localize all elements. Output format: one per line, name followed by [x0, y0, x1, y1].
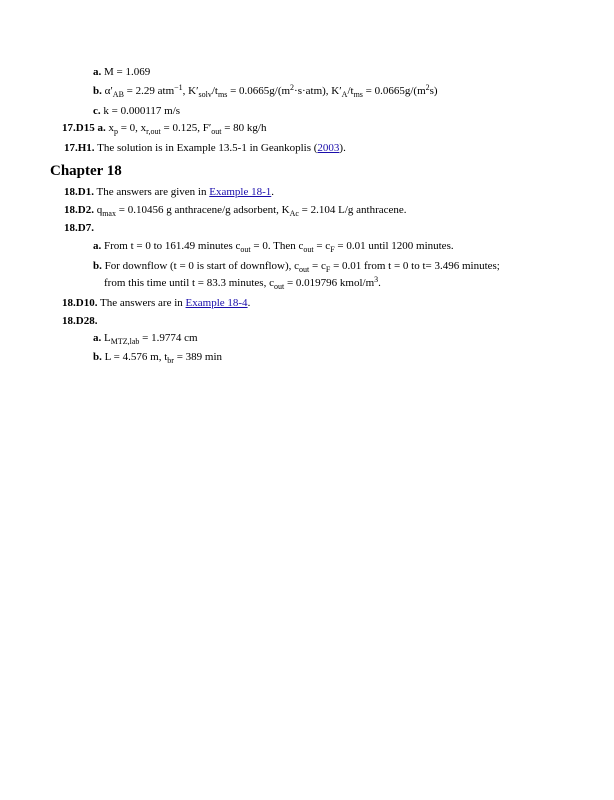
item-label: a. — [93, 66, 102, 78]
answer-text: ). — [339, 142, 346, 154]
answer-text: The solution is in Example 13.5-1 in Geankoplis ( — [97, 142, 318, 154]
answer-text: s) — [429, 85, 438, 97]
answer-text: = 0.019796 kmol/m — [284, 277, 375, 289]
problem-17h1 — [64, 141, 346, 155]
problem-18d2 — [64, 203, 407, 217]
subscript: A — [341, 90, 348, 99]
answer-text: x — [108, 122, 114, 134]
problem-18d7-a — [93, 239, 454, 253]
answer-text: L — [104, 332, 111, 344]
answer-text: = 0. Then c — [250, 240, 304, 252]
citation-link[interactable]: 2003 — [317, 142, 340, 154]
answer-text: . — [378, 277, 381, 289]
problem-18d10 — [62, 296, 250, 310]
item-label: b. — [93, 85, 102, 97]
answer-a-mass — [93, 65, 150, 79]
subscript: out — [211, 127, 222, 136]
answer-text: = 2.104 L/g anthracene. — [298, 204, 407, 216]
alpha-symbol: α′ — [104, 85, 113, 97]
answer-text: = c — [309, 260, 326, 272]
problem-17d15 — [62, 121, 266, 135]
example-link[interactable]: Example 18-4 — [185, 297, 248, 309]
item-label: a. — [93, 332, 102, 344]
subscript: out — [240, 245, 251, 254]
item-label: b. — [93, 351, 102, 363]
answer-text: , K′ — [182, 85, 199, 97]
problem-18d7-b — [93, 259, 500, 273]
answer-text: = 80 kg/h — [221, 122, 267, 134]
subscript: p — [113, 127, 118, 136]
item-label: a. — [93, 240, 102, 252]
subscript: out — [273, 282, 285, 291]
answer-text: = 1.9774 cm — [139, 332, 198, 344]
subscript: out — [299, 265, 310, 274]
problem-18d7-b-continued — [104, 276, 381, 290]
chapter-heading: Chapter 18 — [50, 163, 122, 179]
problem-18d1 — [64, 185, 274, 199]
answer-text: k = 0.000117 m/s — [103, 105, 181, 117]
problem-18d28-a — [93, 331, 198, 345]
item-label: a. — [97, 122, 106, 134]
subscript: AB — [112, 90, 124, 99]
answer-b-alpha — [93, 84, 438, 98]
problem-number: 17.H1. — [64, 142, 95, 154]
superscript: −1 — [174, 83, 183, 92]
subscript: out — [303, 245, 314, 254]
subscript: br — [167, 356, 174, 365]
answer-text: = c — [313, 240, 331, 252]
answer-text: The answers are in — [100, 297, 186, 309]
answer-text: = 0.0665g/(m — [227, 85, 291, 97]
subscript: Ac — [289, 209, 299, 218]
answer-text: = 0.01 from t = 0 to t= 3.496 minutes; — [330, 260, 500, 272]
subscript: ms — [217, 90, 228, 99]
answer-text: = 0.01 until 1200 minutes. — [334, 240, 454, 252]
problem-18d28-b — [93, 350, 222, 364]
answer-text: /t — [347, 85, 354, 97]
problem-number: 18.D7. — [64, 222, 94, 234]
example-link[interactable]: Example 18-1 — [209, 186, 272, 198]
answer-text: M = 1.069 — [104, 66, 151, 78]
item-label: b. — [93, 260, 102, 272]
answer-text: = 2.29 atm — [123, 85, 175, 97]
subscript: F — [330, 245, 335, 254]
answer-text: The answers are given in — [96, 186, 210, 198]
answer-text: /t — [211, 85, 218, 97]
subscript: max — [102, 209, 116, 218]
problem-number: 18.D28. — [62, 315, 98, 327]
answer-text: L = 4.576 m, t — [104, 351, 168, 363]
problem-number: 17.D15 — [62, 122, 95, 134]
subscript: solv — [198, 90, 212, 99]
subscript: MTZ,lab — [110, 337, 140, 346]
superscript: 2 — [425, 83, 430, 92]
answer-text: For downflow (t = 0 is start of downflow), c — [104, 260, 300, 272]
item-label: c. — [93, 105, 101, 117]
problem-number: 18.D1. — [64, 186, 94, 198]
subscript: ms — [353, 90, 363, 99]
answer-text: = 0.10456 g anthracene/g adsorbent, K — [115, 204, 290, 216]
problem-18d28 — [62, 314, 97, 328]
subscript: r,out — [146, 127, 161, 136]
problem-number: 18.D2. — [64, 204, 94, 216]
answer-text: From t = 0 to 161.49 minutes c — [104, 240, 241, 252]
problem-18d7 — [64, 221, 94, 235]
answer-text: = 0.0665g/(m — [362, 85, 426, 97]
superscript: 3 — [374, 275, 379, 284]
problem-number: 18.D10. — [62, 297, 98, 309]
answer-c-k — [93, 104, 180, 118]
subscript: F — [325, 265, 331, 274]
answer-text: q — [96, 204, 103, 216]
answer-text: . — [247, 297, 251, 309]
answer-text: . — [271, 186, 274, 198]
answer-text: ·s·atm), K′ — [294, 85, 342, 97]
answer-text: = 0, x — [117, 122, 147, 134]
answer-text: = 0.125, F′ — [160, 122, 212, 134]
answer-text: from this time until t = 83.3 minutes, c — [104, 277, 274, 289]
answer-text: = 389 min — [173, 351, 223, 363]
superscript: 2 — [290, 83, 295, 92]
